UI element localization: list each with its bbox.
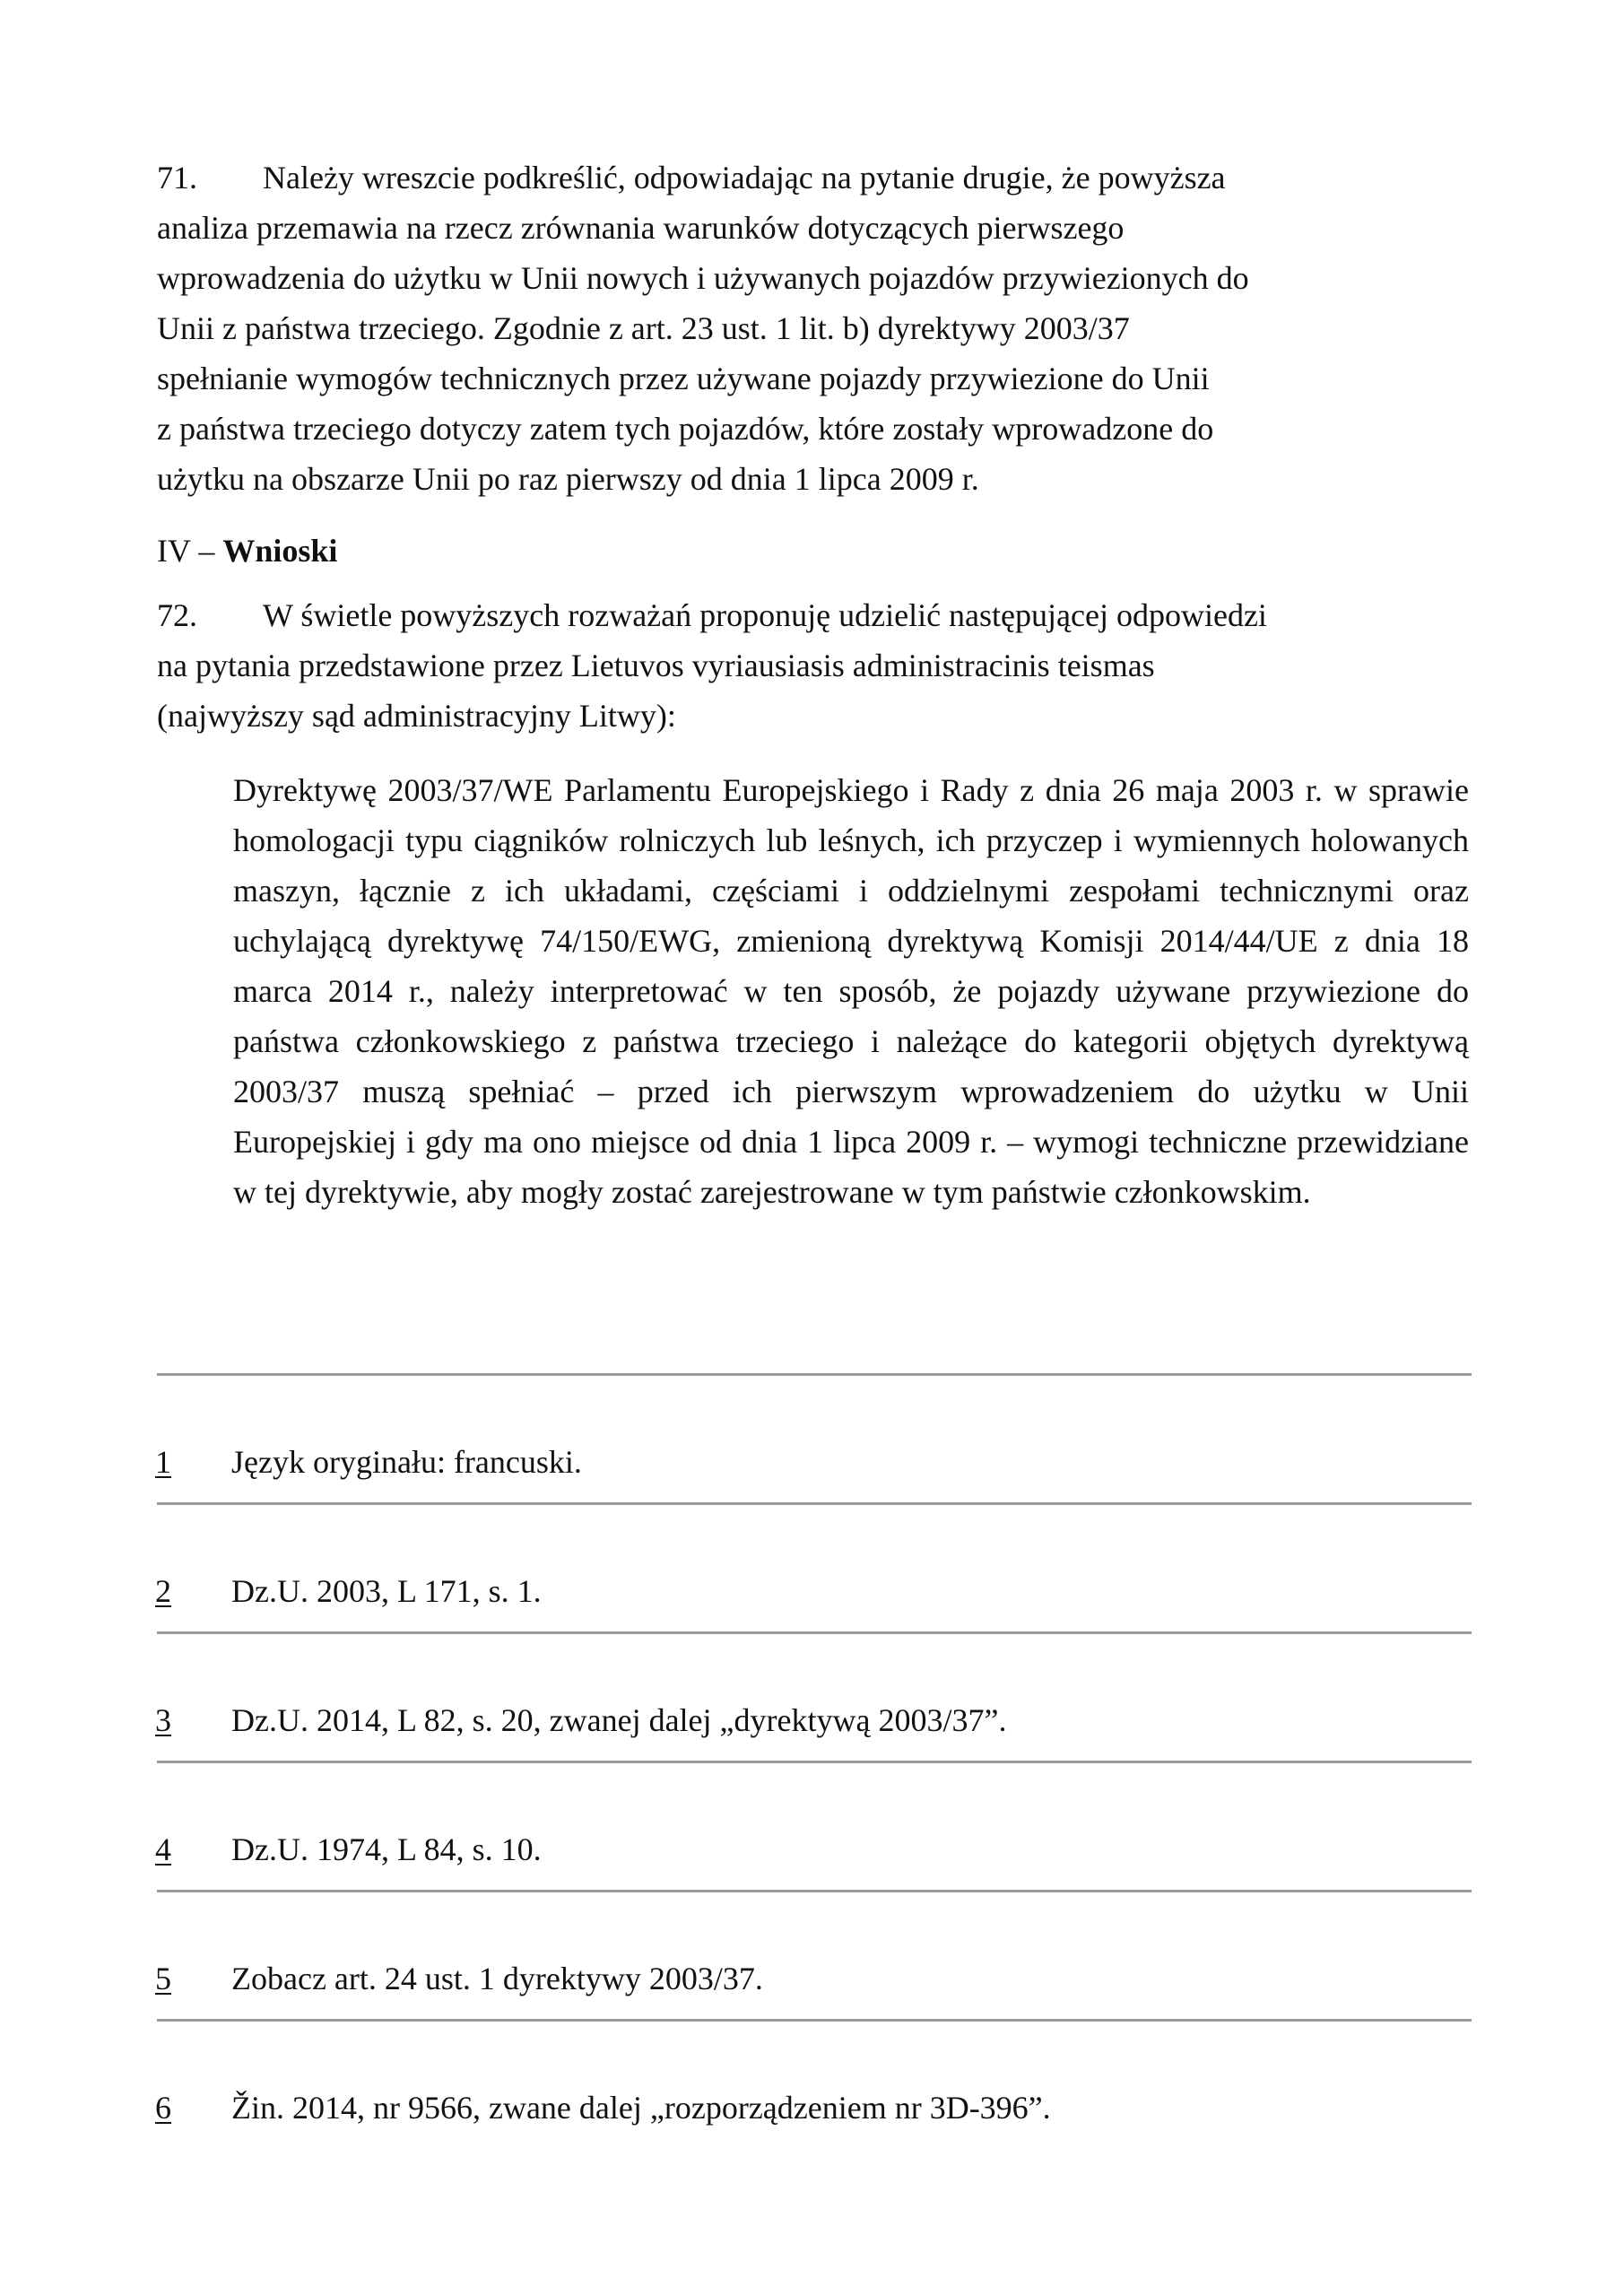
paragraph-line: 72. W świetle powyższych rozważań proponuję udzielić następującej odpowiedzi bbox=[157, 590, 1469, 640]
paragraph-72 bbox=[157, 590, 1469, 741]
footnote-divider bbox=[157, 1502, 1472, 1505]
footnote-number-link[interactable]: 6 bbox=[155, 2090, 171, 2126]
footnote-5 bbox=[157, 1953, 1472, 2004]
footnote-divider bbox=[157, 1761, 1472, 1763]
footnote-1 bbox=[157, 1437, 1472, 1487]
footnote-number-link[interactable]: 5 bbox=[155, 1961, 171, 1996]
footnote-text: Dz.U. 2003, L 171, s. 1. bbox=[231, 1573, 542, 1609]
paragraph-line: wprowadzenia do użytku w Unii nowych i używanych pojazdów przywiezionych do bbox=[157, 260, 1249, 296]
footnote-text: Žin. 2014, nr 9566, zwane dalej „rozporządzeniem nr 3D-396”. bbox=[231, 2090, 1051, 2126]
paragraph-number: 71. bbox=[157, 160, 197, 196]
footnote-divider bbox=[157, 1631, 1472, 1634]
footnote-3 bbox=[157, 1695, 1472, 1745]
paragraph-line: z państwa trzeciego dotyczy zatem tych pojazdów, które zostały wprowadzone do bbox=[157, 411, 1214, 447]
paragraph-line: spełnianie wymogów technicznych przez używane pojazdy przywiezione do Unii bbox=[157, 361, 1210, 396]
footnote-6 bbox=[157, 2083, 1472, 2133]
footnote-text: Zobacz art. 24 ust. 1 dyrektywy 2003/37. bbox=[231, 1961, 763, 1996]
footnote-number-link[interactable]: 4 bbox=[155, 1831, 171, 1867]
section-heading bbox=[157, 526, 1469, 576]
footnote-4 bbox=[157, 1824, 1472, 1874]
footnote-divider bbox=[157, 1373, 1472, 1376]
paragraph-71 bbox=[157, 152, 1469, 504]
footnote-number-link[interactable]: 2 bbox=[155, 1573, 171, 1609]
footnote-number-link[interactable]: 1 bbox=[155, 1444, 171, 1480]
footnote-text: Dz.U. 2014, L 82, s. 20, zwanej dalej „dyrektywą 2003/37”. bbox=[231, 1702, 1007, 1738]
paragraph-number: 72. bbox=[157, 597, 197, 633]
paragraph-line: 71. Należy wreszcie podkreślić, odpowiadając na pytanie drugie, że powyższa bbox=[157, 152, 1469, 203]
paragraph-line: analiza przemawia na rzecz zrównania warunków dotyczących pierwszego bbox=[157, 210, 1125, 246]
footnote-text: Język oryginału: francuski. bbox=[231, 1444, 582, 1480]
paragraph-line: użytku na obszarze Unii po raz pierwszy od dnia 1 lipca 2009 r. bbox=[157, 461, 979, 497]
footnote-2 bbox=[157, 1566, 1472, 1616]
footnote-divider bbox=[157, 1890, 1472, 1892]
section-heading-prefix: IV – bbox=[157, 533, 223, 569]
footnote-number-link[interactable]: 3 bbox=[155, 1702, 171, 1738]
proposed-answer: Dyrektywę 2003/37/WE Parlamentu Europejskiego i Rady z dnia 26 maja 2003 r. w sprawie homologacji typu ciągników rolniczych lub leśnych, ich przyczep i wymiennych holowanych maszyn, łącznie z ich układami, częściami i oddzielnymi zespołami technicznymi oraz uchylającą dyrektywę 74/150/EWG, zmienioną dyrektywą Komisji 2014/44/UE z dnia 18 marca 2014 r., należy interpretować w ten sposób, że pojazdy używane przywiezione do państwa członkowskiego z państwa trzeciego i należące do kategorii objętych dyrektywą 2003/37 muszą spełniać – przed ich pierwszym wprowadzeniem do użytku w Unii Europejskiej i gdy ma ono miejsce od dnia 1 lipca 2009 r. – wymogi techniczne przewidziane w tej dyrektywie, aby mogły zostać zarejestrowane w tym państwie członkowskim. bbox=[233, 772, 1469, 1210]
footnote-divider bbox=[157, 2019, 1472, 2022]
footnote-text: Dz.U. 1974, L 84, s. 10. bbox=[231, 1831, 542, 1867]
paragraph-line: Unii z państwa trzeciego. Zgodnie z art. 23 ust. 1 lit. b) dyrektywy 2003/37 bbox=[157, 310, 1130, 346]
section-heading-title: Wnioski bbox=[222, 533, 338, 569]
paragraph-line: (najwyższy sąd administracyjny Litwy): bbox=[157, 698, 676, 734]
paragraph-line: na pytania przedstawione przez Lietuvos vyriausiasis administracinis teismas bbox=[157, 648, 1155, 683]
